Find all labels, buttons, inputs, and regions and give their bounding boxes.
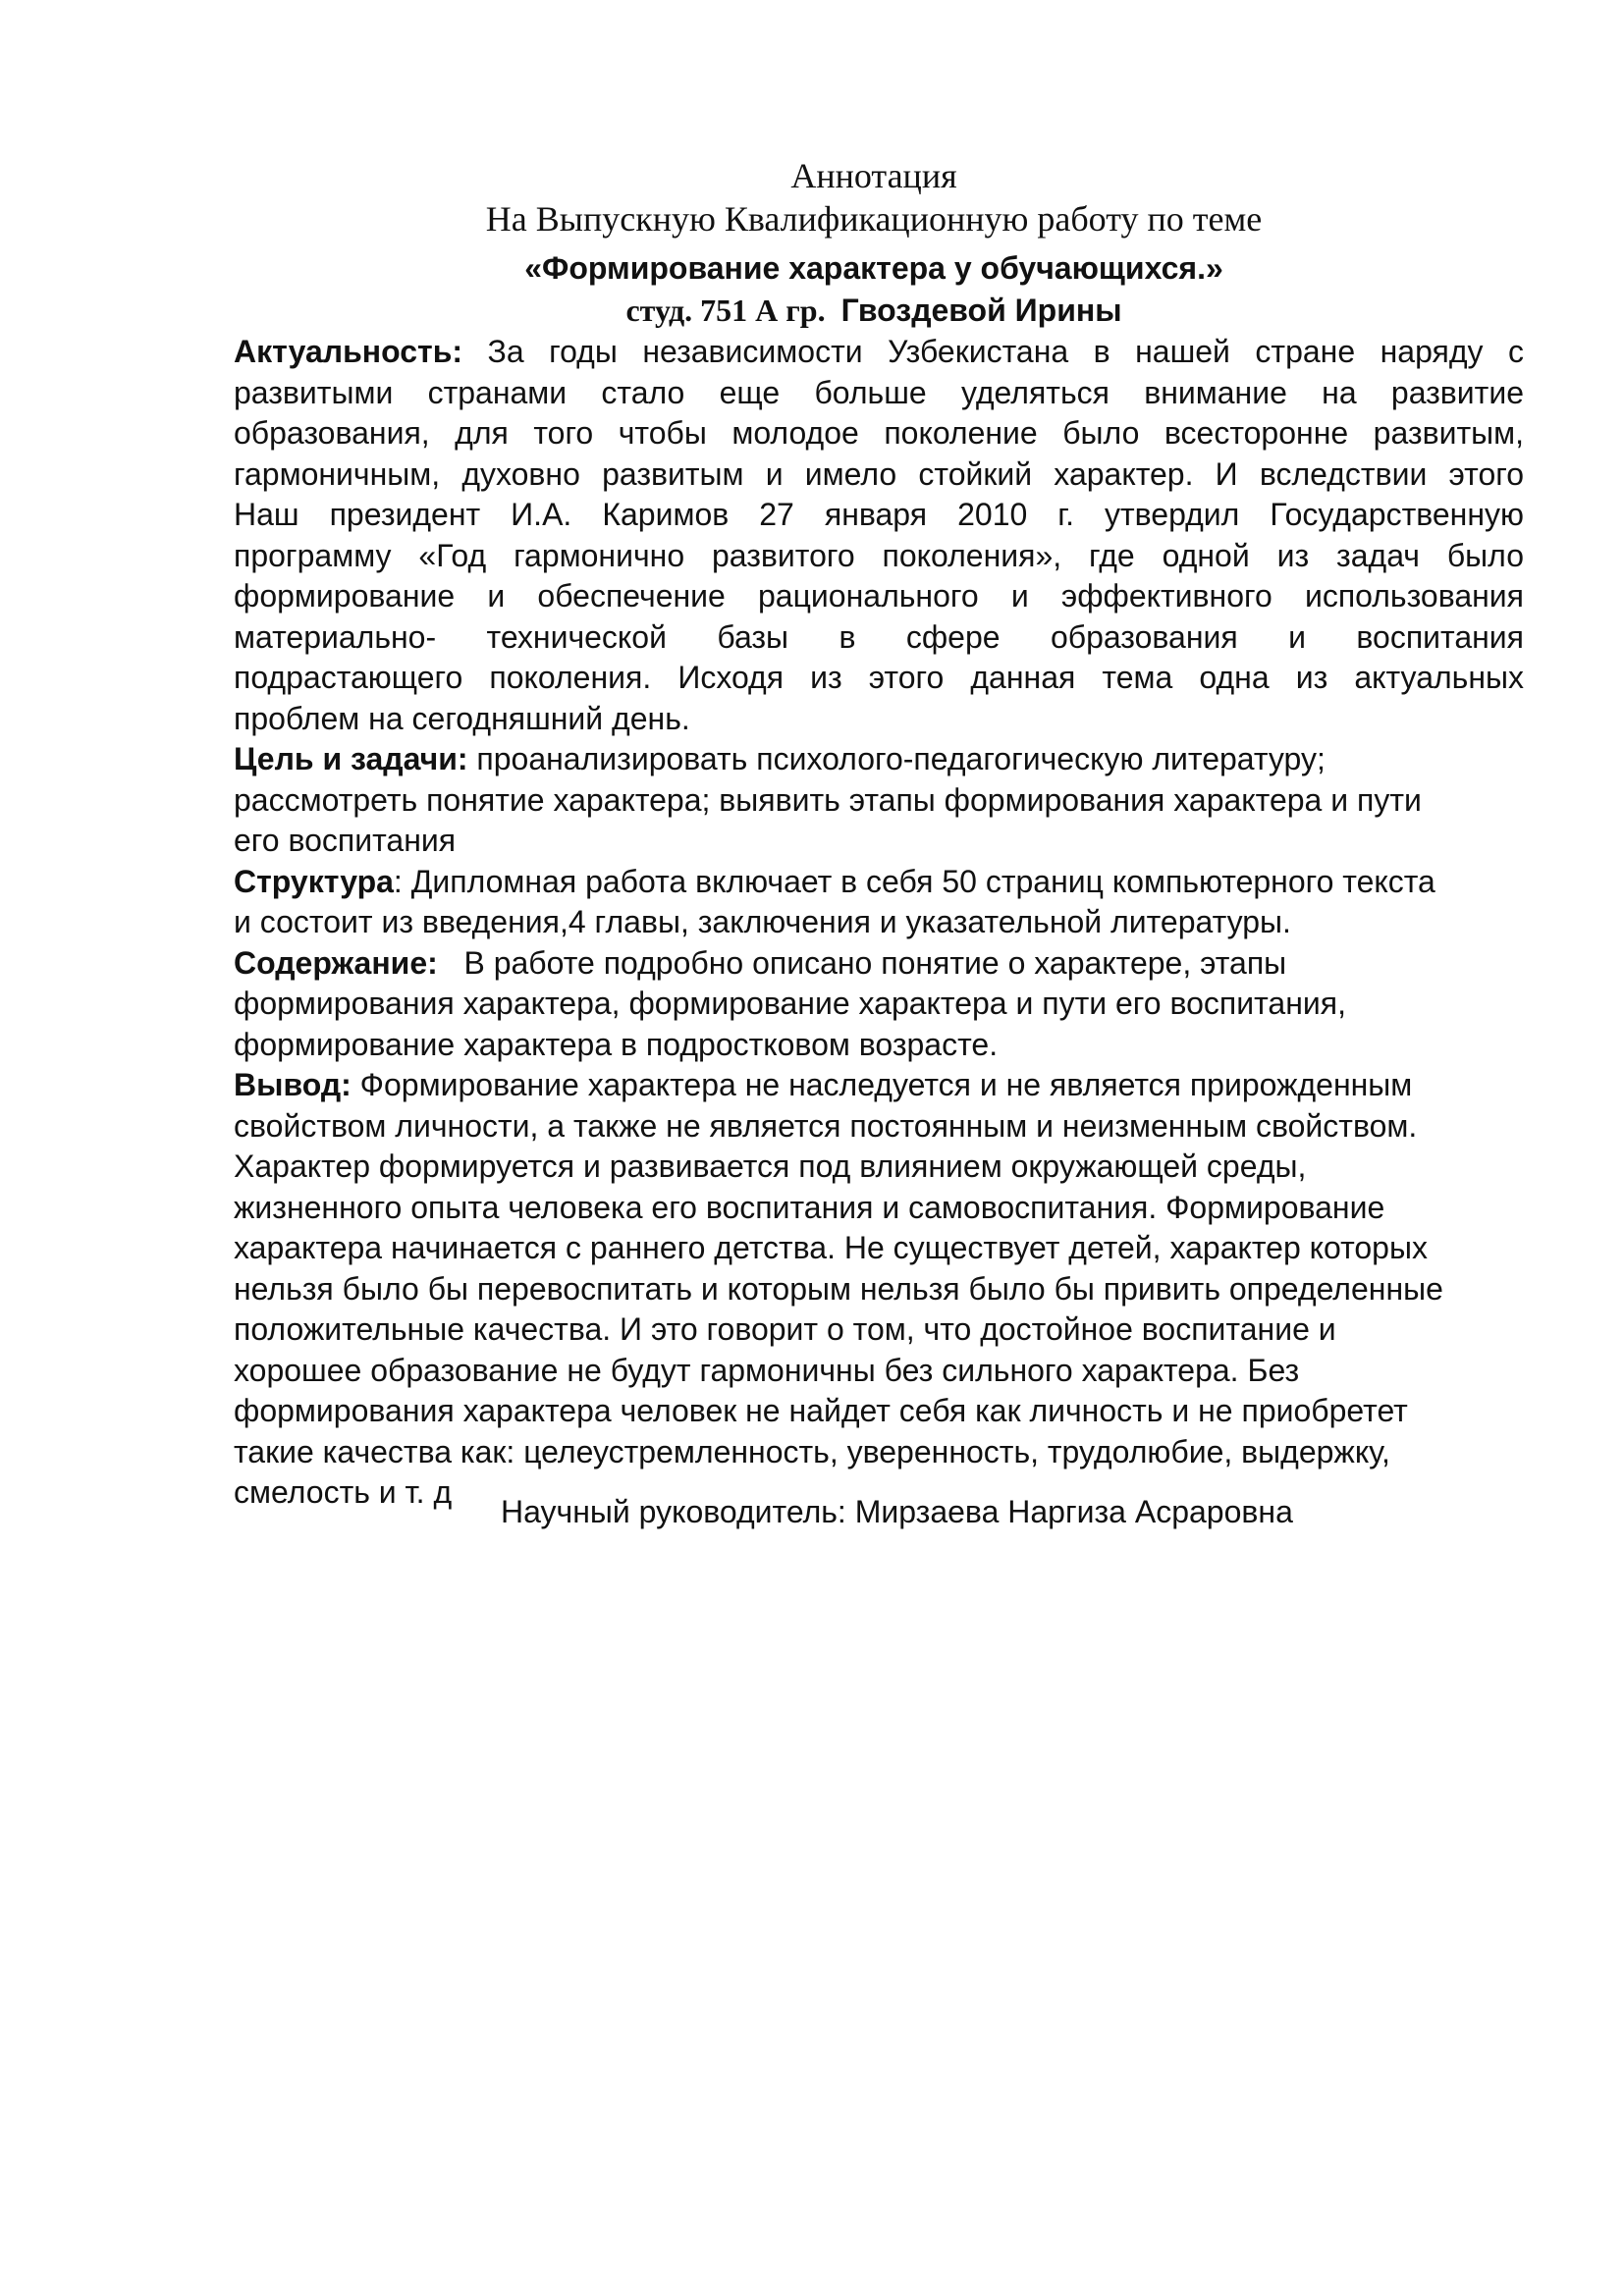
goals-text: проанализировать психолого-педагогическую литературу; bbox=[476, 741, 1326, 776]
conclusion-line: такие качества как: целеустремленность, уверенность, трудолюбие, выдержку, bbox=[234, 1433, 1390, 1469]
thesis-theme: «Формирование характера у обучающихся.» bbox=[524, 250, 1223, 286]
structure-line: и состоит из введения,4 главы, заключения и указательной литературы. bbox=[234, 904, 1291, 939]
content-line: формирование характера в подростковом возрасте. bbox=[234, 1026, 999, 1062]
actuality-line: подрастающего поколения. Исходя из этого данная тема одна из актуальных bbox=[234, 660, 1524, 695]
student-line bbox=[0, 293, 1624, 329]
content-line: формирования характера, формирование характера и пути его воспитания, bbox=[234, 986, 1346, 1021]
actuality-line: гармоничным, духовно развитым и имело стойкий характер. И вследствии этого bbox=[234, 455, 1524, 492]
conclusion-line: жизненного опыта человека его воспитания и самовоспитания. Формирование bbox=[234, 1189, 1385, 1225]
content-line-1 bbox=[234, 943, 1524, 985]
conclusion-line: характера начинается с раннего детства. Не существует детей, характер которых bbox=[234, 1230, 1428, 1265]
actuality-line-1 bbox=[234, 332, 1524, 373]
conclusion-line: хорошее образование не будут гармоничны без сильного характера. Без bbox=[234, 1352, 1300, 1388]
content-label: Содержание: bbox=[234, 944, 438, 981]
conclusion-label: Вывод: bbox=[234, 1067, 352, 1102]
student-group: студ. 751 А гр. bbox=[625, 293, 826, 328]
structure-label: Структура bbox=[234, 863, 394, 899]
conclusion-line: нельзя было бы перевоспитать и которым нельзя было бы привить определенные bbox=[234, 1270, 1443, 1307]
conclusion-line: положительные качества. И это говорит о том, что достойное воспитание и bbox=[234, 1311, 1336, 1347]
goals-label: Цель и задачи: bbox=[234, 741, 468, 776]
conclusion-line: Характер формируется и развивается под влиянием окружающей среды, bbox=[234, 1148, 1307, 1184]
structure-line-1 bbox=[234, 862, 1524, 903]
conclusion-text: Формирование характера не наследуется и не является прирожденным bbox=[359, 1067, 1413, 1102]
actuality-line: формирование и обеспечение рационального и эффективного использования bbox=[234, 578, 1524, 614]
goals-line-1 bbox=[234, 739, 1524, 780]
actuality-line: образования, для того чтобы молодое поколение было всесторонне развитым, bbox=[234, 415, 1524, 451]
actuality-line: проблем на сегодняшний день. bbox=[234, 700, 690, 736]
work-type-subtitle: На Выпускную Квалификационную работу по теме bbox=[485, 199, 1263, 239]
student-name: Гвоздевой Ирины bbox=[840, 293, 1122, 328]
content-text: В работе подробно описано понятие о характере, этапы bbox=[463, 944, 1287, 981]
annotation-body bbox=[234, 332, 1524, 1514]
annotation-title: Аннотация bbox=[790, 156, 957, 195]
conclusion-line: смелость и т. д bbox=[234, 1474, 453, 1510]
conclusion-line: свойством личности, а также не является постоянным и неизменным свойством. bbox=[234, 1107, 1418, 1144]
actuality-line: программу «Год гармонично развитого поколения», где одной из задач было bbox=[234, 537, 1524, 573]
actuality-line: развитыми странами стало еще больше уделяться внимание на развитие bbox=[234, 374, 1524, 410]
actuality-line: Наш президент И.А. Каримов 27 января 2010 г. утвердил Государственную bbox=[234, 497, 1524, 532]
goals-line: его воспитания bbox=[234, 823, 457, 858]
structure-text: : Дипломная работа включает в себя 50 страниц компьютерного текста bbox=[393, 863, 1435, 899]
actuality-label: Актуальность: bbox=[234, 334, 463, 369]
supervisor-signature-line: Научный руководитель: Мирзаева Наргиза Асраровна bbox=[501, 1494, 1293, 1529]
conclusion-line: формирования характера человек не найдет себя как личность и не приобретет bbox=[234, 1393, 1408, 1428]
goals-line: рассмотреть понятие характера; выявить этапы формирования характера и пути bbox=[234, 781, 1422, 818]
actuality-line: материально- технической базы в сфере образования и воспитания bbox=[234, 618, 1524, 655]
conclusion-line-1 bbox=[234, 1065, 1524, 1106]
actuality-text: За годы независимости Узбекистана в нашей стране наряду с bbox=[487, 334, 1525, 369]
